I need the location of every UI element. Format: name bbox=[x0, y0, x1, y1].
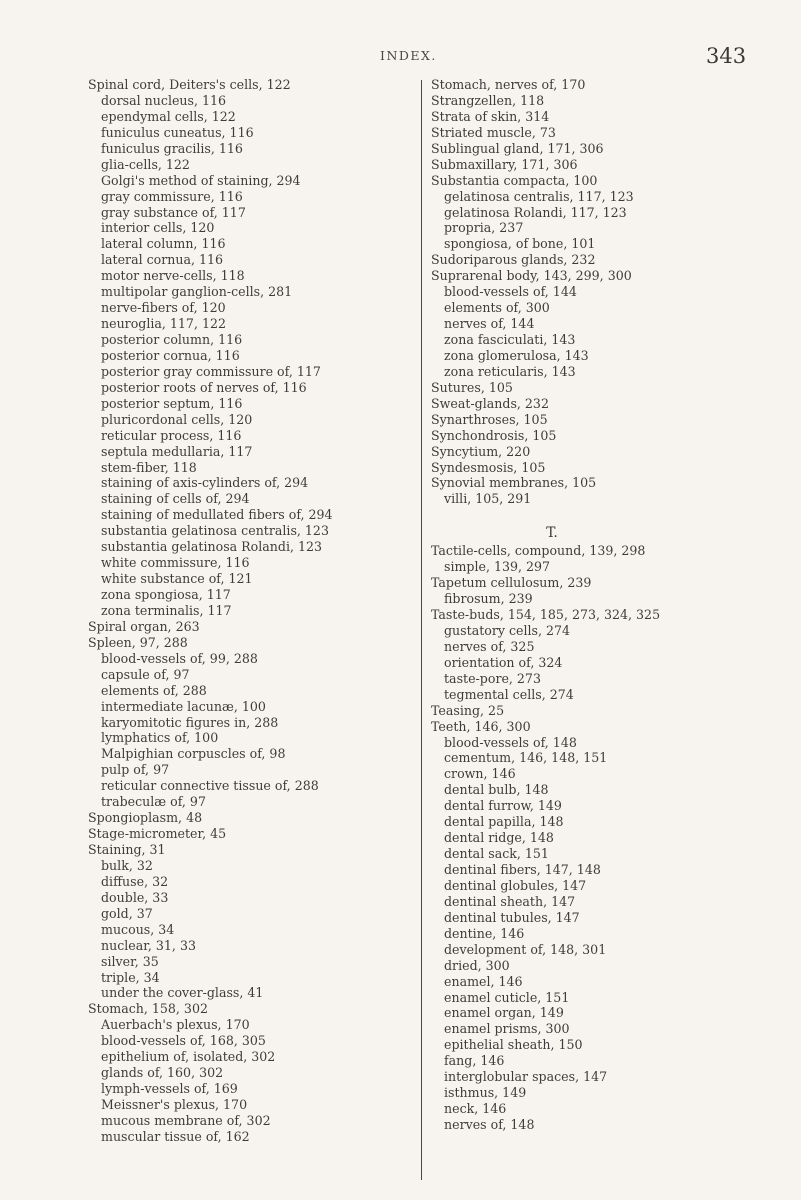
index-entry: Tapetum cellulosum, 239 bbox=[431, 575, 592, 591]
index-subentry: crown, 146 bbox=[444, 766, 516, 782]
index-subentry: dentine, 146 bbox=[444, 925, 525, 941]
index-entry: Tactile-cells, compound, 139, 298 bbox=[431, 543, 646, 559]
index-subentry: enamel prisms, 300 bbox=[444, 1021, 570, 1037]
index-subentry: staining of cells of, 294 bbox=[101, 491, 250, 507]
index-subentry: gold, 37 bbox=[101, 905, 153, 921]
section-letter-heading: T. bbox=[546, 525, 558, 542]
index-subentry: zona fasciculati, 143 bbox=[444, 332, 576, 347]
index-entry: Taste-buds, 154, 185, 273, 324, 325 bbox=[431, 607, 661, 622]
index-subentry: zona glomerulosa, 143 bbox=[444, 347, 589, 363]
index-subentry: orientation of, 324 bbox=[444, 654, 563, 670]
index-subentry: mucous, 34 bbox=[101, 921, 175, 937]
index-entry: Syncytium, 220 bbox=[431, 443, 531, 459]
index-entry: Teeth, 146, 300 bbox=[431, 718, 531, 734]
index-subentry: dentinal sheath, 147 bbox=[444, 893, 576, 909]
index-subentry: nerves of, 148 bbox=[444, 1117, 535, 1132]
index-subentry: enamel cuticle, 151 bbox=[444, 989, 570, 1005]
index-subentry: blood-vessels of, 144 bbox=[444, 284, 577, 300]
index-subentry: reticular connective tissue of, 288 bbox=[101, 778, 319, 794]
index-subentry: blood-vessels of, 168, 305 bbox=[101, 1033, 266, 1049]
index-subentry: elements of, 300 bbox=[444, 300, 550, 316]
index-subentry: karyomitotic figures in, 288 bbox=[101, 714, 279, 730]
index-subentry: propria, 237 bbox=[444, 220, 524, 236]
index-subentry: capsule of, 97 bbox=[101, 666, 190, 682]
index-subentry: epithelium of, isolated, 302 bbox=[101, 1049, 276, 1065]
index-subentry: spongiosa, of bone, 101 bbox=[444, 236, 596, 252]
index-subentry: dentinal tubules, 147 bbox=[444, 909, 580, 925]
index-subentry: under the cover-glass, 41 bbox=[101, 985, 264, 1001]
index-entry: Strata of skin, 314 bbox=[431, 108, 550, 124]
index-subentry: neuroglia, 117, 122 bbox=[101, 316, 226, 332]
index-subentry: stem-fiber, 118 bbox=[101, 459, 197, 475]
index-column-right bbox=[431, 77, 771, 1133]
index-subentry: lymph-vessels of, 169 bbox=[101, 1081, 238, 1097]
index-subentry: interior cells, 120 bbox=[101, 220, 215, 236]
index-subentry: septula medullaria, 117 bbox=[101, 443, 253, 459]
index-subentry: Meissner's plexus, 170 bbox=[101, 1097, 248, 1112]
index-subentry: glia-cells, 122 bbox=[101, 156, 190, 172]
index-entry: Syndesmosis, 105 bbox=[431, 459, 546, 475]
index-entry: Staining, 31 bbox=[88, 842, 166, 857]
index-subentry: posterior roots of nerves of, 116 bbox=[101, 379, 307, 395]
index-subentry: nuclear, 31, 33 bbox=[101, 937, 196, 953]
index-entry: Sublingual gland, 171, 306 bbox=[431, 140, 604, 156]
index-subentry: double, 33 bbox=[101, 889, 169, 905]
index-subentry: zona spongiosa, 117 bbox=[101, 587, 231, 602]
index-subentry: elements of, 288 bbox=[101, 682, 207, 698]
index-subentry: dorsal nucleus, 116 bbox=[101, 92, 227, 108]
index-subentry: zona reticularis, 143 bbox=[444, 363, 576, 379]
section-spacer bbox=[431, 507, 771, 523]
index-subentry: posterior gray commissure of, 117 bbox=[101, 363, 321, 379]
page-number: 343 bbox=[706, 44, 747, 68]
index-subentry: Golgi's method of staining, 294 bbox=[101, 172, 301, 188]
page-header bbox=[0, 44, 801, 74]
index-entry: Synchondrosis, 105 bbox=[431, 427, 557, 443]
index-entry: Synovial membranes, 105 bbox=[431, 475, 597, 491]
index-subentry: taste-pore, 273 bbox=[444, 670, 541, 686]
index-entry: Sweat-glands, 232 bbox=[431, 395, 549, 411]
index-subentry: dental furrow, 149 bbox=[444, 798, 562, 814]
index-subentry: zona terminalis, 117 bbox=[101, 602, 232, 618]
index-entry: Spongioplasm, 48 bbox=[88, 810, 203, 826]
index-entry: Stomach, nerves of, 170 bbox=[431, 77, 586, 92]
index-subentry: dentinal globules, 147 bbox=[444, 877, 587, 893]
index-subentry: triple, 34 bbox=[101, 969, 160, 985]
index-subentry: dental papilla, 148 bbox=[444, 814, 564, 830]
index-subentry: funiculus gracilis, 116 bbox=[101, 140, 243, 156]
index-subentry: fibrosum, 239 bbox=[444, 591, 533, 607]
index-subentry: fang, 146 bbox=[444, 1053, 505, 1069]
index-subentry: blood-vessels of, 148 bbox=[444, 734, 577, 750]
index-entry: Spleen, 97, 288 bbox=[88, 634, 188, 650]
index-subentry: isthmus, 149 bbox=[444, 1085, 527, 1101]
index-entry: Substantia compacta, 100 bbox=[431, 172, 598, 188]
index-subentry: trabeculæ of, 97 bbox=[101, 794, 206, 810]
index-entry: Strangzellen, 118 bbox=[431, 92, 545, 108]
index-subentry: bulk, 32 bbox=[101, 857, 153, 873]
index-subentry: muscular tissue of, 162 bbox=[101, 1128, 250, 1144]
index-entry: Stomach, 158, 302 bbox=[88, 1001, 208, 1017]
index-subentry: reticular process, 116 bbox=[101, 427, 242, 443]
page-title: INDEX. bbox=[380, 48, 437, 63]
index-entry: Stage-micrometer, 45 bbox=[88, 826, 227, 842]
index-subentry: diffuse, 32 bbox=[101, 873, 169, 889]
index-subentry: multipolar ganglion-cells, 281 bbox=[101, 284, 293, 300]
index-subentry: staining of axis-cylinders of, 294 bbox=[101, 475, 309, 491]
index-subentry: interglobular spaces, 147 bbox=[444, 1069, 608, 1085]
index-subentry: staining of medullated fibers of, 294 bbox=[101, 507, 333, 523]
index-subentry: gray substance of, 117 bbox=[101, 204, 246, 220]
index-subentry: lateral column, 116 bbox=[101, 236, 226, 252]
index-entry: Synarthroses, 105 bbox=[431, 411, 548, 427]
index-subentry: dentinal fibers, 147, 148 bbox=[444, 862, 601, 877]
index-entry: Spiral organ, 263 bbox=[88, 618, 200, 634]
index-subentry: nerves of, 144 bbox=[444, 316, 535, 332]
index-subentry: posterior cornua, 116 bbox=[101, 347, 240, 363]
index-subentry: posterior column, 116 bbox=[101, 332, 243, 347]
index-subentry: dental ridge, 148 bbox=[444, 830, 554, 846]
index-subentry: motor nerve-cells, 118 bbox=[101, 268, 245, 284]
index-subentry: funiculus cuneatus, 116 bbox=[101, 124, 254, 140]
index-subentry: white commissure, 116 bbox=[101, 555, 250, 571]
column-divider bbox=[421, 80, 422, 1180]
index-subentry: dental bulb, 148 bbox=[444, 782, 549, 798]
index-subentry: lateral cornua, 116 bbox=[101, 252, 224, 268]
index-subentry: substantia gelatinosa centralis, 123 bbox=[101, 523, 329, 539]
index-entry: Spinal cord, Deiters's cells, 122 bbox=[88, 77, 291, 92]
index-subentry: Malpighian corpuscles of, 98 bbox=[101, 746, 286, 762]
index-subentry: gelatinosa Rolandi, 117, 123 bbox=[444, 204, 627, 220]
index-subentry: gelatinosa centralis, 117, 123 bbox=[444, 188, 634, 204]
index-subentry: nerves of, 325 bbox=[444, 638, 535, 654]
index-subentry: enamel organ, 149 bbox=[444, 1005, 564, 1021]
index-subentry: enamel, 146 bbox=[444, 973, 523, 989]
index-subentry: ependymal cells, 122 bbox=[101, 108, 236, 124]
index-subentry: white substance of, 121 bbox=[101, 571, 253, 587]
index-entry: Sudoriparous glands, 232 bbox=[431, 252, 596, 268]
index-subentry: gustatory cells, 274 bbox=[444, 622, 571, 638]
index-subentry: pluricordonal cells, 120 bbox=[101, 411, 253, 427]
index-subentry: villi, 105, 291 bbox=[444, 491, 532, 507]
index-subentry: tegmental cells, 274 bbox=[444, 686, 574, 702]
index-column-left bbox=[88, 77, 418, 1145]
index-entry: Suprarenal body, 143, 299, 300 bbox=[431, 268, 632, 284]
index-subentry: gray commissure, 116 bbox=[101, 188, 243, 204]
index-subentry: lymphatics of, 100 bbox=[101, 730, 219, 746]
index-entry: Sutures, 105 bbox=[431, 379, 513, 395]
index-subentry: glands of, 160, 302 bbox=[101, 1065, 224, 1081]
index-subentry: intermediate lacunæ, 100 bbox=[101, 698, 266, 714]
index-subentry: neck, 146 bbox=[444, 1101, 507, 1117]
index-subentry: posterior septum, 116 bbox=[101, 395, 243, 411]
index-entry: Teasing, 25 bbox=[431, 702, 505, 718]
index-subentry: pulp of, 97 bbox=[101, 762, 170, 778]
index-subentry: development of, 148, 301 bbox=[444, 941, 607, 957]
index-subentry: dental sack, 151 bbox=[444, 846, 549, 862]
index-entry: Submaxillary, 171, 306 bbox=[431, 156, 578, 172]
index-subentry: silver, 35 bbox=[101, 953, 159, 969]
index-subentry: Auerbach's plexus, 170 bbox=[101, 1017, 250, 1033]
index-subentry: mucous membrane of, 302 bbox=[101, 1112, 271, 1128]
index-subentry: nerve-fibers of, 120 bbox=[101, 300, 226, 316]
index-subentry: cementum, 146, 148, 151 bbox=[444, 750, 608, 766]
index-entry: Striated muscle, 73 bbox=[431, 124, 556, 140]
index-subentry: dried, 300 bbox=[444, 957, 510, 973]
index-subentry: epithelial sheath, 150 bbox=[444, 1037, 583, 1053]
index-subentry: substantia gelatinosa Rolandi, 123 bbox=[101, 539, 323, 555]
index-subentry: simple, 139, 297 bbox=[444, 559, 551, 575]
index-subentry: blood-vessels of, 99, 288 bbox=[101, 650, 258, 666]
